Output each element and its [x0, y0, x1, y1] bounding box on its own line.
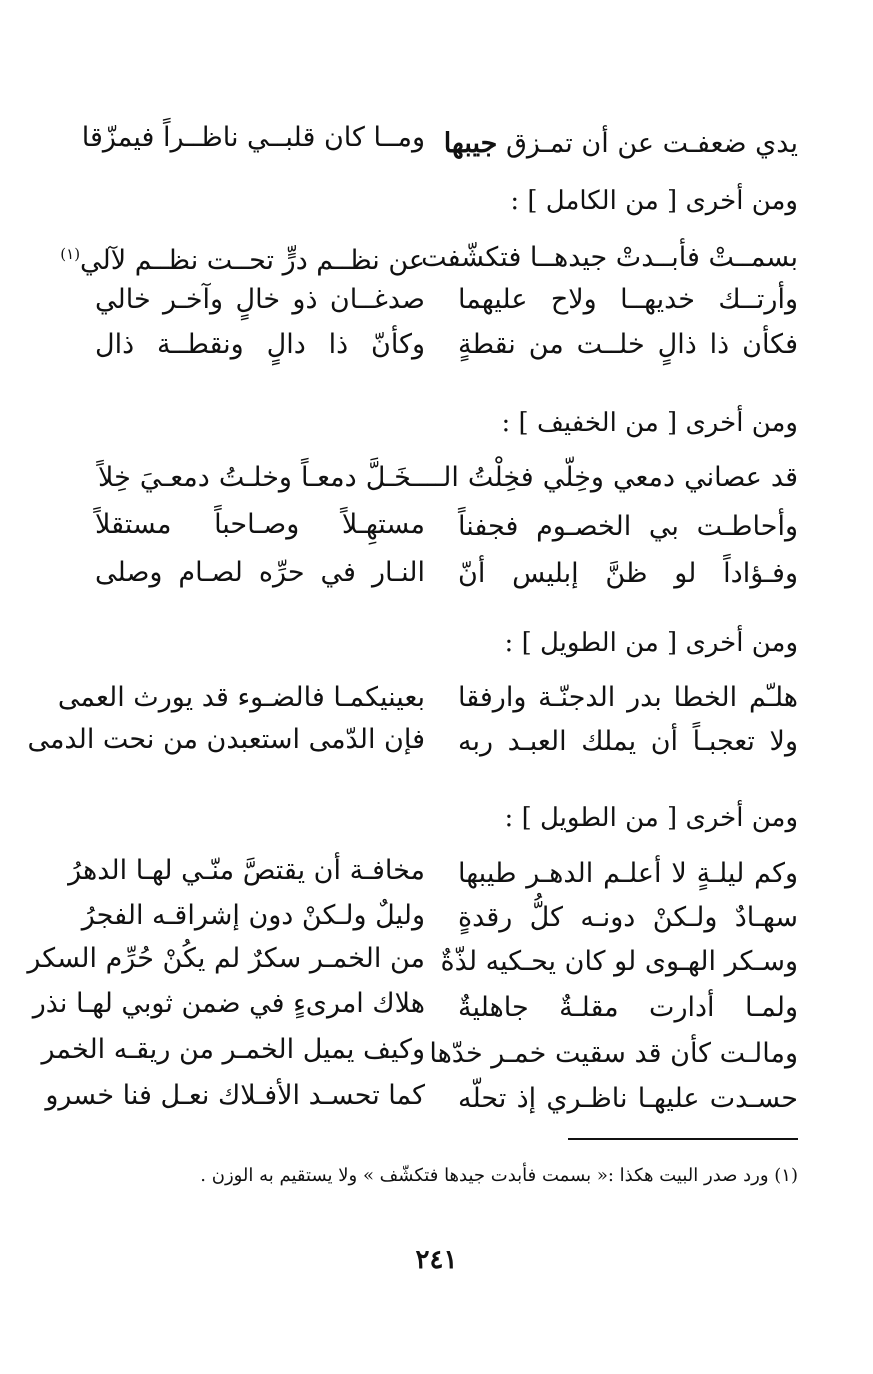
verse-11-left-hemistich: وليلٌ ولـكنْ دون إشراقـه الفجرُ [81, 900, 425, 931]
page-number: ٢٤١ [415, 1245, 458, 1275]
verse-7-left-hemistich: النـار في حرِّه لصـام وصلى [95, 557, 425, 588]
verse-10-left-hemistich: مخافـة أن يقتصَّ منّـي لهـا الدهرُ [68, 855, 425, 886]
verse-15-right-hemistich: حسـدت عليهـا ناظـري إذ تحلّه [458, 1083, 798, 1114]
verse-12-right-hemistich: وسـكر الهـوى لو كان يحـكيه لذّةٌ [440, 946, 798, 977]
footnote-marker: (١) [60, 245, 81, 263]
verse-10-right-hemistich: وكم ليلـةٍ لا أعلـم الدهـر طيبها [458, 858, 798, 889]
verse-11-right-hemistich: سهـادٌ ولـكنْ دونـه كلُّ رقدةٍ [458, 902, 798, 933]
verse-15-left-hemistich: كما تحسـد الأفـلاك نعـل فنا خسرو [45, 1080, 425, 1111]
verse-8-right-hemistich: هلـّم الخطا بدر الدجنّـة وارفقا [458, 682, 798, 713]
verse-12-left-hemistich: من الخمـر سكرٌ لم يكُنْ حُرِّم السكر [27, 943, 425, 974]
verse-4-left-hemistich: وكأنّ ذا دالٍ ونقطــة ذال [95, 329, 425, 360]
verse-9-right-hemistich: ولا تعجبـاً أن يملك العبـد ربه [458, 726, 798, 757]
section-heading-khafif: ومن أخرى [ من الخفيف ] : [501, 408, 798, 438]
section-heading-kamil: ومن أخرى [ من الكامل ] : [510, 186, 798, 216]
section-heading-tawil-1: ومن أخرى [ من الطويل ] : [504, 628, 798, 658]
section-heading-tawil-2: ومن أخرى [ من الطويل ] : [504, 803, 798, 833]
footnote-separator [568, 1138, 798, 1140]
verse-3-right-hemistich: وأرتــك خديهــا ولاح عليهما [458, 284, 798, 315]
verse-14-right-hemistich: ومالـت كأن قد سقيت خمـر خدّها [429, 1038, 798, 1069]
verse-4-right-hemistich: فكأن ذا ذالٍ خلــت من نقطةٍ [458, 329, 798, 360]
verse-6-right-hemistich: وأحاطـت بي الخصـوم فجفناً [458, 511, 798, 542]
verse-6-left-hemistich: مستهِـلاً وصـاحباً مستقلاً [95, 509, 425, 540]
footnote-text: (١) ورد صدر البيت هكذا :« بسمت فأبدت جيدها فتكشّف » ولا يستقيم به الوزن . [200, 1165, 798, 1186]
verse-9-left-hemistich: فإن الدّمى استعبدن من نحت الدمى [27, 724, 425, 755]
verse-13-right-hemistich: ولمـا أدارت مقلـةٌ جاهليةٌ [458, 992, 798, 1023]
verse-1-left-hemistich: ومــا كان قلبــي ناظــراً فيمزّقا [81, 122, 425, 153]
verse-1-right-bold-word: جيبها [443, 128, 498, 159]
verse-3-left-hemistich: صدغــان ذو خالٍ وآخـر خالي [95, 284, 425, 315]
verse-5-full-line: قد عصاني دمعي وخِلّي فخِلْتُ الــــخَـلَّ دمعـاً وخلـتُ دمعـيَ خِلاً [98, 462, 798, 493]
verse-2-left-hemistich [60, 236, 425, 279]
verse-14-left-hemistich: وكيف يميل الخمـر من ريقـه الخمر [41, 1034, 425, 1065]
verse-7-right-hemistich: وفـؤاداً لو ظنَّ إبليس أنّ [458, 558, 798, 589]
verse-2-left-text: عن نظــم درٍّ تحــت نظــم لآلي [80, 245, 425, 276]
verse-8-left-hemistich: بعينيكمـا فالضـوء قد يورث العمى [57, 682, 425, 713]
verse-2-right-hemistich: بسمــتْ فأبــدتْ جيدهــا فتكشّفت [421, 242, 798, 273]
verse-1-right-text: يدي ضعفـت عن أن تمـزق [497, 128, 798, 159]
verse-1-right-hemistich [443, 126, 798, 162]
verse-13-left-hemistich: هلاك امرىءٍ في ضمن ثوبي لهـا نذر [32, 988, 425, 1019]
